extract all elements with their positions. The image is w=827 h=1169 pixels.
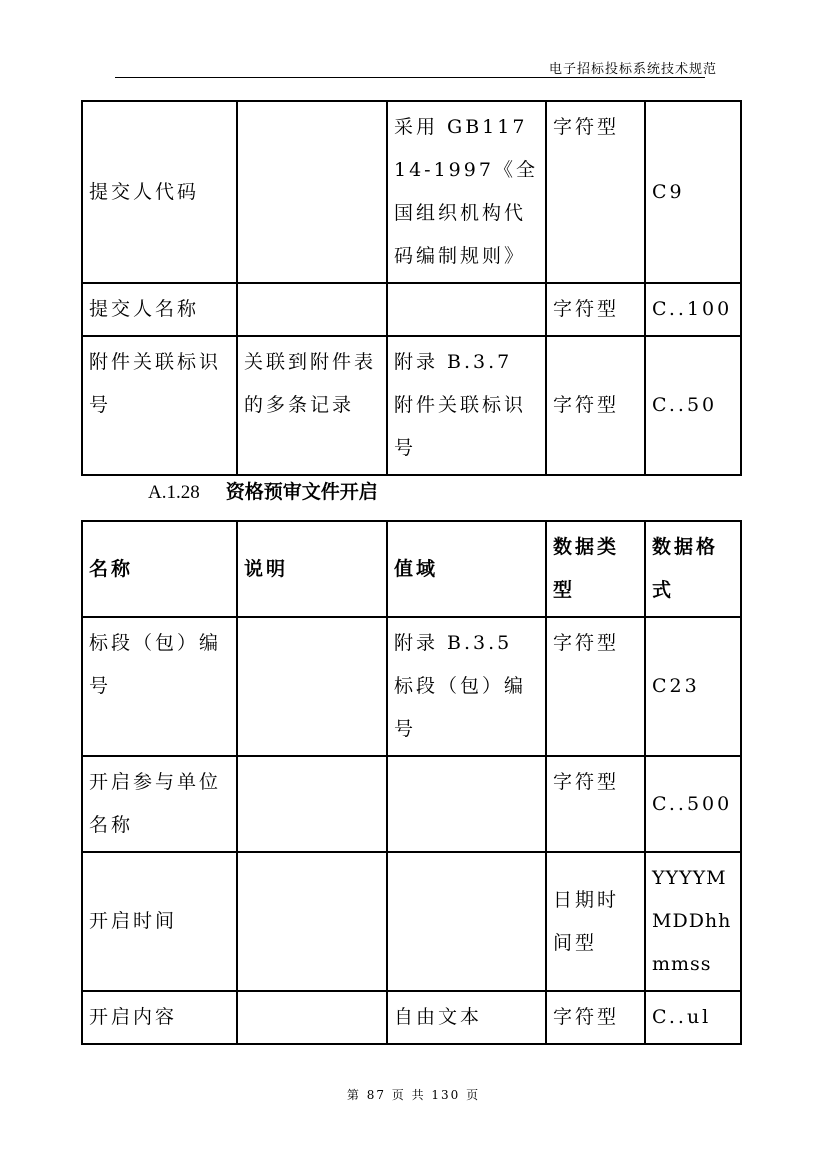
header-value-domain: 值域: [387, 521, 546, 617]
header-data-type: 数据类型: [546, 521, 645, 617]
cell-description: 关联到附件表的多条记录: [237, 336, 387, 475]
cell-name: 附件关联标识号: [82, 336, 237, 475]
cell-data-format: C..50: [645, 336, 741, 475]
table-row: [82, 336, 741, 475]
cell-description: [237, 991, 387, 1044]
cell-value-domain: 附录 B.3.5 标段（包）编号: [387, 617, 546, 756]
cell-name: 开启内容: [82, 991, 237, 1044]
header-description: 说明: [237, 521, 387, 617]
section-number: A.1.28: [148, 482, 200, 503]
cell-data-type: 字符型: [546, 101, 645, 283]
cell-value-domain: 自由文本: [387, 991, 546, 1044]
table-row: [82, 756, 741, 852]
table-row: [82, 283, 741, 336]
cell-data-type: 日期时间型: [546, 852, 645, 991]
cell-name: 标段（包）编号: [82, 617, 237, 756]
page-header-title: 电子招标投标系统技术规范: [548, 62, 717, 77]
cell-data-format: C..ul: [645, 991, 741, 1044]
table-row: [82, 991, 741, 1044]
section-title: 资格预审文件开启: [225, 481, 378, 503]
cell-data-type: 字符型: [546, 756, 645, 852]
cell-name: 提交人名称: [82, 283, 237, 336]
cell-description: [237, 617, 387, 756]
cell-data-format: C23: [645, 617, 741, 756]
table-header-row: [82, 521, 741, 617]
cell-name: 开启时间: [82, 852, 237, 991]
table-row: [82, 101, 741, 283]
cell-data-type: 字符型: [546, 283, 645, 336]
cell-data-type: 字符型: [546, 617, 645, 756]
header-divider: [115, 77, 705, 78]
cell-name: 提交人代码: [82, 101, 237, 283]
field-table-continued: [81, 100, 742, 476]
cell-value-domain: 附录 B.3.7 附件关联标识号: [387, 336, 546, 475]
cell-data-format: C..100: [645, 283, 741, 336]
cell-description: [237, 756, 387, 852]
cell-data-format: YYYYMMDDhhmmss: [645, 852, 741, 991]
cell-value-domain: [387, 283, 546, 336]
table-row: [82, 617, 741, 756]
cell-name: 开启参与单位名称: [82, 756, 237, 852]
cell-data-format: C9: [645, 101, 741, 283]
field-table: [81, 520, 742, 1045]
cell-description: [237, 283, 387, 336]
cell-value-domain: [387, 852, 546, 991]
header-name: 名称: [82, 521, 237, 617]
cell-description: [237, 852, 387, 991]
header-data-format: 数据格式: [645, 521, 741, 617]
section-heading: [148, 477, 378, 504]
cell-data-format: C..500: [645, 756, 741, 852]
cell-description: [237, 101, 387, 283]
table-row: [82, 852, 741, 991]
cell-data-type: 字符型: [546, 336, 645, 475]
cell-value-domain: [387, 756, 546, 852]
page-number-footer: 第 87 页 共 130 页: [346, 1088, 481, 1102]
cell-data-type: 字符型: [546, 991, 645, 1044]
cell-value-domain: 采用 GB11714-1997《全国组织机构代码编制规则》: [387, 101, 546, 283]
